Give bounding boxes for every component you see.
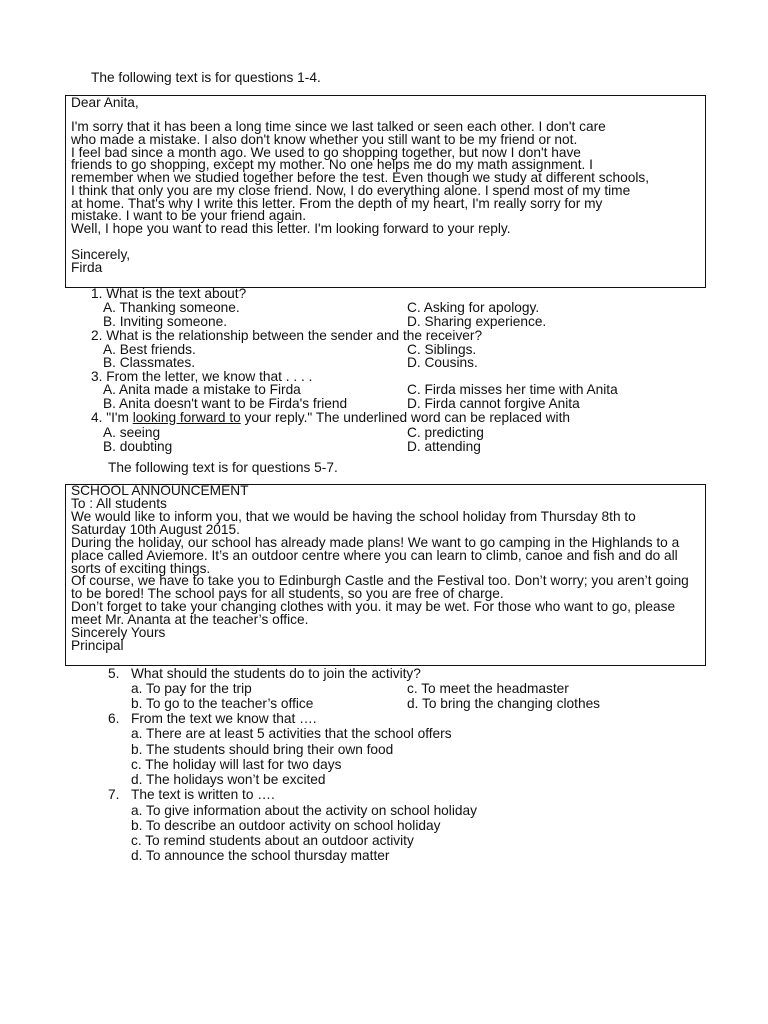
answer-option: a. To give information about the activity on school holiday (131, 802, 477, 818)
answer-option: B. Anita doesn't want to be Firda's friend (103, 395, 348, 411)
announcement-line: Saturday 10th August 2015. (71, 521, 240, 537)
question-stem: 2. What is the relationship between the sender and the receiver? (91, 327, 483, 343)
letter-line: at home. That's why I write this letter. From the depth of my heart, I'm really sorry for my (71, 195, 603, 211)
letter-line: Well, I hope you want to read this letter. I'm looking forward to your reply. (71, 221, 511, 236)
question-stem-text: 4. "I'm (91, 409, 133, 425)
announcement-signature: Principal (71, 638, 124, 654)
letter-signature: Firda (71, 260, 103, 275)
answer-option: D. attending (407, 438, 481, 454)
question-stem: 1. What is the text about? (91, 285, 247, 301)
answer-option: A. seeing (103, 424, 161, 440)
answer-option: A. Thanking someone. (103, 299, 240, 315)
section-intro: The following text is for questions 5-7. (108, 460, 338, 475)
answer-option: D. Sharing experience. (407, 313, 547, 329)
answer-option: D. Firda cannot forgive Anita (407, 395, 580, 411)
answer-option: C. Firda misses her time with Anita (407, 381, 618, 397)
answer-option: C. predicting (407, 424, 484, 440)
announcement-closing: Sincerely Yours (71, 625, 166, 641)
answer-option: B. doubting (103, 438, 173, 454)
question-stem-text: your reply." The underlined word can be replaced with (240, 409, 570, 425)
question-stem: The text is written to …. (131, 786, 275, 802)
letter-closing: Sincerely, (71, 247, 131, 262)
letter-box (65, 95, 706, 288)
question-stem (91, 411, 570, 425)
answer-option: B. Classmates. (103, 354, 196, 370)
letter-line: I'm sorry that it has been a long time since we last talked or seen each other. I don't care (71, 119, 606, 134)
letter-line: I feel bad since a month ago. We used to go shopping together, but now I don't have (71, 144, 581, 160)
announcement-line: meet Mr. Ananta at the teacher’s office. (71, 612, 309, 628)
answer-option: d. To announce the school thursday matter (131, 847, 390, 863)
answer-option: b. To describe an outdoor activity on school holiday (131, 817, 441, 833)
answer-option: a. There are at least 5 activities that the school offers (131, 725, 452, 741)
letter-line: remember when we studied together before the test. Even though we study at different schools, (71, 170, 650, 185)
announcement-line: sorts of exciting things. (71, 560, 211, 576)
answer-option: a. To pay for the trip (131, 680, 252, 696)
question-number: 5. (108, 665, 120, 681)
announcement-line: During the holiday, our school has already made plans! We want to go camping in the Highlands to a (71, 534, 680, 550)
question-stem: From the text we know that …. (131, 710, 317, 726)
question-number: 6. (108, 710, 120, 726)
question-number: 7. (108, 786, 120, 802)
announcement-recipient: To : All students (71, 495, 167, 511)
letter-line: I think that only you are my close friend. Now, I do everything alone. I spend most of my time (71, 182, 631, 198)
answer-option: d. To bring the changing clothes (407, 695, 601, 711)
answer-option: D. Cousins. (407, 354, 478, 370)
letter-greeting: Dear Anita, (71, 95, 139, 110)
answer-option: c. The holiday will last for two days (131, 756, 342, 772)
underlined-phrase: looking forward to (132, 409, 241, 425)
answer-option: B. Inviting someone. (103, 313, 228, 329)
letter-line: who made a mistake. I also don't know whether you still want to be my friend or not. (71, 131, 578, 147)
answer-option: b. The students should bring their own food (131, 741, 394, 757)
question-stem: What should the students do to join the activity? (131, 665, 421, 681)
announcement-line: Don’t forget to take your changing clothes with you. it may be wet. For those who want to go, please (71, 599, 676, 615)
answer-option: d. The holidays won’t be excited (131, 771, 326, 787)
section-intro: The following text is for questions 1-4. (91, 70, 321, 85)
answer-option: C. Siblings. (407, 341, 477, 357)
announcement-title: SCHOOL ANNOUNCEMENT (71, 483, 249, 498)
answer-option: c. To meet the headmaster (407, 680, 569, 696)
answer-option: c. To remind students about an outdoor activity (131, 832, 414, 848)
answer-option: C. Asking for apology. (407, 299, 540, 315)
announcement-line: Of course, we have to take you to Edinburgh Castle and the Festival too. Don’t worry; you aren’t going (71, 573, 689, 589)
announcement-line: place called Aviemore. It’s an outdoor centre where you can learn to climb, canoe and fish and do all (71, 547, 678, 563)
answer-option: b. To go to the teacher’s office (131, 695, 314, 711)
letter-line: friends to go shopping, except my mother. No one helps me do my math assignment. I (71, 157, 593, 173)
announcement-box (65, 484, 706, 666)
question-stem: 3. From the letter, we know that . . . . (91, 368, 313, 384)
answer-option: A. Best friends. (103, 341, 196, 357)
letter-line: mistake. I want to be your friend again. (71, 208, 307, 224)
announcement-line: to be bored! The school pays for all students, so you are free of charge. (71, 586, 504, 602)
announcement-line: We would like to inform you, that we would be having the school holiday from Thursday 8th to (71, 508, 636, 524)
answer-option: A. Anita made a mistake to Firda (103, 381, 301, 397)
